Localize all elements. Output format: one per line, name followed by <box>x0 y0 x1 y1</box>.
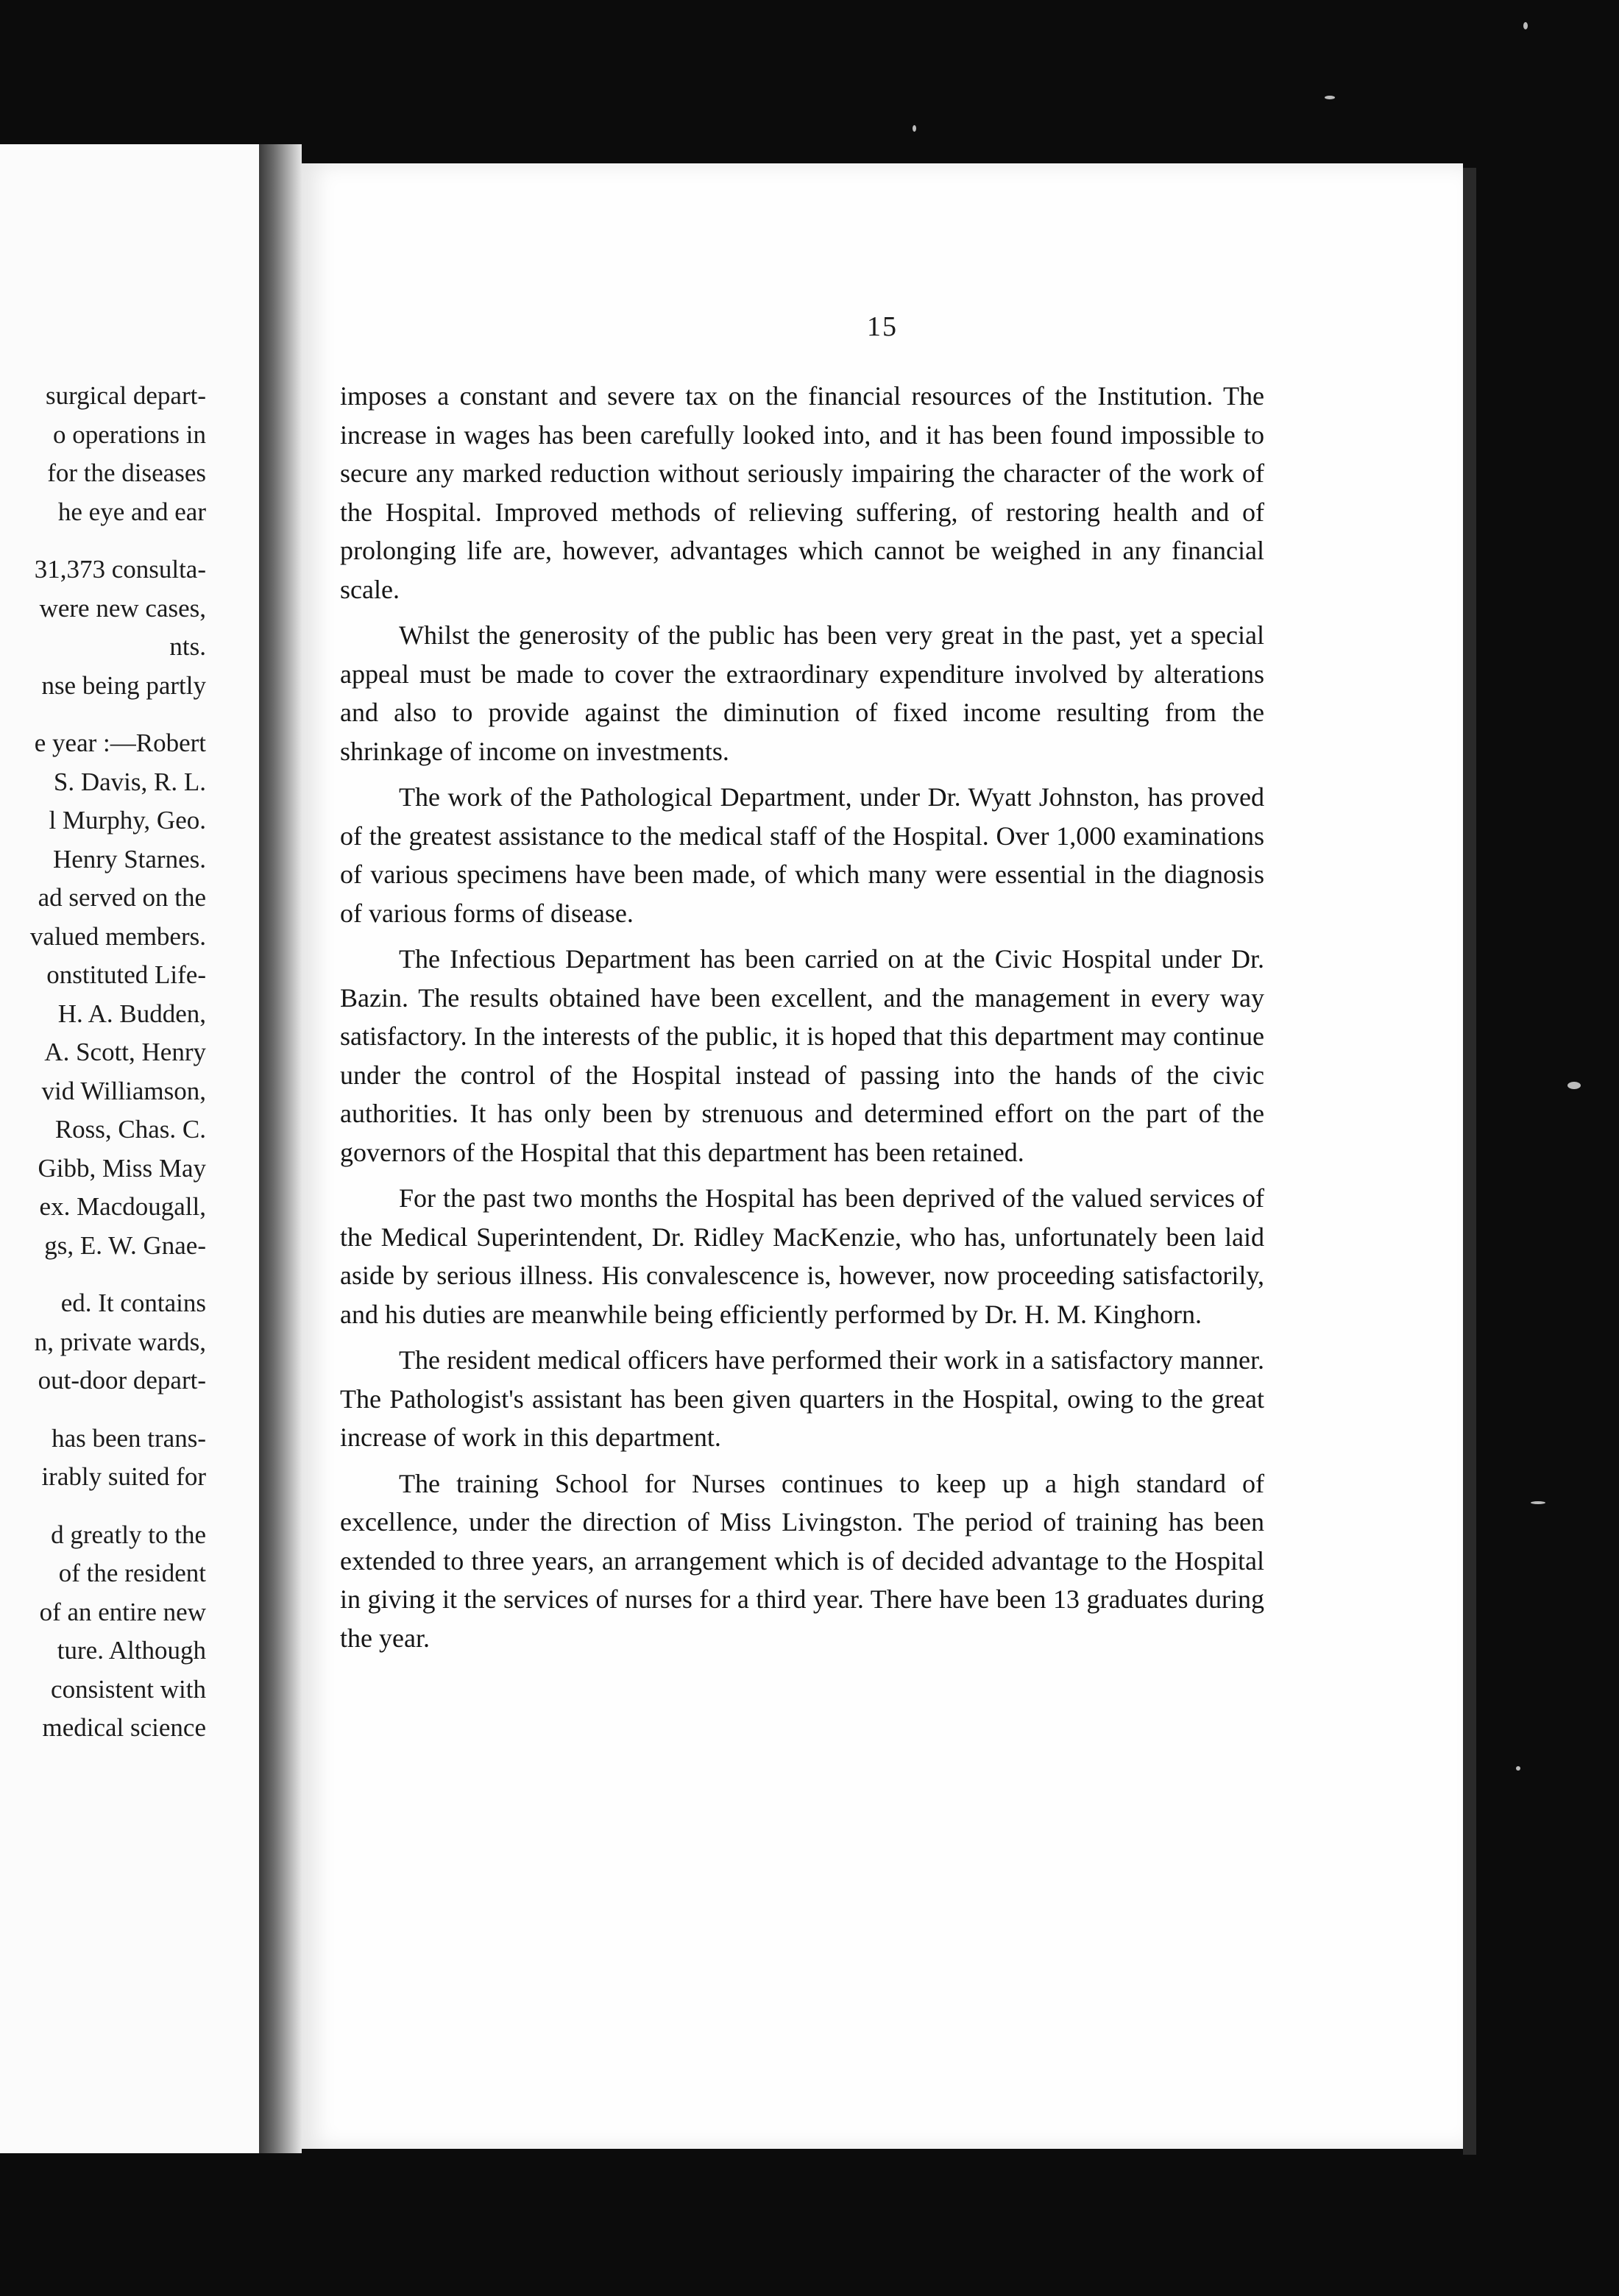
paragraph-pathological-department: The work of the Pathological Department, under Dr. Wyatt Johnston, has proved of the greatest assistance to the medical staff of the Hospital. Over 1,000 examinations of various specimens have been made, of which many were essential in the diagnosis of various forms of disease. <box>340 782 1264 928</box>
dust-speck <box>1325 96 1335 99</box>
dust-speck <box>1567 1082 1581 1089</box>
left-page-line: e year :—Robert <box>34 729 206 757</box>
left-page-line: vid Williamson, <box>41 1076 206 1105</box>
page-number: 15 <box>867 311 898 342</box>
left-page-line: ed. It contains <box>60 1289 206 1317</box>
book-gutter <box>259 144 302 2153</box>
left-page <box>0 144 259 2153</box>
paragraph-resident-medical-officers: The resident medical officers have performed their work in a satisfactory manner. The Pathologist's assistant has been given quarters in the Hospital, owing to the great increase of work in this department. <box>340 1345 1264 1452</box>
left-page-line: for the diseases <box>47 458 206 487</box>
left-page-line: 31,373 consulta- <box>34 555 206 584</box>
left-page-line: A. Scott, Henry <box>44 1038 206 1066</box>
left-page-line: d greatly to the <box>51 1520 206 1549</box>
left-page-line: surgical depart- <box>45 381 206 410</box>
left-page-text <box>0 377 206 1748</box>
left-page-line: gs, E. W. Gnae- <box>44 1230 206 1260</box>
left-line-gap <box>0 1265 206 1284</box>
left-line-gap <box>0 705 206 724</box>
left-line-gap <box>0 531 206 550</box>
dust-speck <box>1531 1501 1545 1504</box>
left-page-line: Ross, Chas. C. <box>54 1115 206 1144</box>
left-page-line: were new cases, <box>39 593 206 623</box>
left-page-line: H. A. Budden, <box>57 999 206 1028</box>
left-page-line: Gibb, Miss May <box>38 1153 206 1183</box>
left-page-line: Henry Starnes. <box>52 844 206 874</box>
left-page-line: nts. <box>169 632 206 661</box>
dust-speck <box>1516 1766 1520 1771</box>
paragraph-special-appeal: Whilst the generosity of the public has been very great in the past, yet a special appeal must be made to cover the extraordinary expenditure involved by alterations and also to provide against the diminution of fixed income resulting from the shrinkage of income on investments. <box>340 620 1264 766</box>
paragraph-infectious-department: The Infectious Department has been carried on at the Civic Hospital under Dr. Bazin. The results obtained have been excellent, and the management in every way satisfactory. In the interests of the public, it is hoped that this department may continue under the control of the Hospital instead of passing into the hands of the civic authorities. It has only been by strenuous and determined effort on the part of the governors of the Hospital that this department has been retained. <box>340 944 1264 1167</box>
dust-speck <box>1523 22 1528 29</box>
left-page-line: n, private wards, <box>34 1327 206 1356</box>
left-page-line: onstituted Life- <box>46 960 206 989</box>
left-line-gap <box>0 1497 206 1516</box>
left-page-line: irably suited for <box>41 1462 206 1491</box>
left-page-line: he eye and ear <box>57 497 206 526</box>
left-page-line: has been trans- <box>52 1423 206 1453</box>
left-page-line: o operations in <box>52 419 206 449</box>
left-page-line: valued members. <box>29 921 206 951</box>
dust-speck <box>913 125 916 132</box>
left-page-line: ture. Although <box>57 1636 206 1665</box>
left-page-line: S. Davis, R. L. <box>53 767 206 796</box>
paragraph-training-school: The training School for Nurses continues to keep up a high standard of excellence, under the direction of Miss Livingston. The period of training has been extended to three years, an arrangement which is of decided advantage to the Hospital in giving it the services of nurses for a third year. There have been 13 graduates during the year. <box>340 1468 1264 1653</box>
left-page-line: nse being partly <box>41 670 206 700</box>
paragraph-tax-on-resources: imposes a constant and severe tax on the financial resources of the Institution. The increase in wages has been carefully looked into, and it has been found impossible to secure any marked reduction without seriously impairing the character of the work of the Hospital. Improved methods of relieving suffering, of restoring health and of prolonging life are, however, advantages which cannot be weighed in any financial scale. <box>340 381 1264 604</box>
page-body-text <box>340 377 1264 1665</box>
left-page-line: of the resident <box>58 1559 206 1587</box>
left-page-line: of an entire new <box>39 1597 206 1626</box>
left-page-line: l Murphy, Geo. <box>49 806 206 835</box>
left-page-line: ex. Macdougall, <box>39 1192 206 1221</box>
left-page-line: out-door depart- <box>38 1366 206 1395</box>
page-edge-shadow <box>1463 168 1476 2155</box>
paragraph-medical-superintendent: For the past two months the Hospital has been deprived of the valued services of the Medical Superintendent, Dr. Ridley MacKenzie, who has, unfortunately been laid aside by serious illness. His convalescence is, however, now proceeding satisfactorily, and his duties are meanwhile being efficiently performed by Dr. H. M. Kinghorn. <box>340 1183 1264 1329</box>
left-page-line: medical science <box>42 1713 206 1742</box>
left-page-line: consistent with <box>51 1674 206 1704</box>
left-line-gap <box>0 1400 206 1420</box>
right-page <box>302 163 1463 2149</box>
left-page-line: ad served on the <box>38 883 206 912</box>
